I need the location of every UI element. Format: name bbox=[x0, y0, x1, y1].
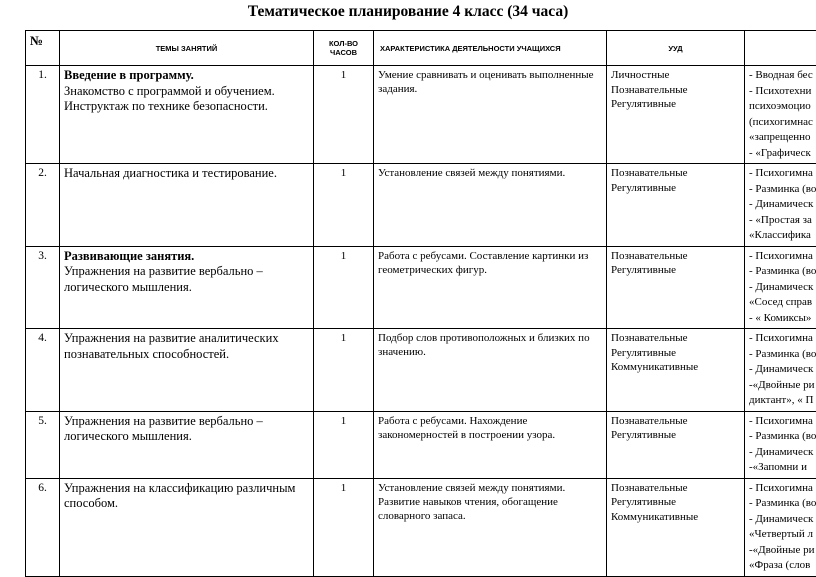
row-uud bbox=[607, 246, 745, 329]
uud-item: Регулятивные bbox=[611, 97, 740, 112]
activity-item: «Классифика bbox=[749, 228, 816, 244]
table-row bbox=[26, 164, 816, 247]
uud-item: Регулятивные bbox=[611, 346, 740, 361]
row-uud bbox=[607, 411, 745, 478]
activity-item: - Динамическ bbox=[749, 197, 816, 213]
row-uud bbox=[607, 164, 745, 247]
uud-item: Познавательные bbox=[611, 166, 740, 181]
row-uud bbox=[607, 478, 745, 576]
uud-item: Регулятивные bbox=[611, 181, 740, 196]
uud-item: Регулятивные bbox=[611, 428, 740, 443]
topic-text: Упражнения на развитие аналитических познавательных способностей. bbox=[64, 331, 279, 361]
activity-item: -«Двойные ри bbox=[749, 378, 816, 394]
activity-item: - «Простая за bbox=[749, 213, 816, 229]
row-activities bbox=[745, 411, 816, 478]
activity-item: (психогимнас bbox=[749, 115, 816, 131]
table-row bbox=[26, 329, 816, 412]
topic-text: Знакомство с программой и обучением. Инструктаж по технике безопасности. bbox=[64, 84, 275, 114]
table-row bbox=[26, 478, 816, 576]
row-topic bbox=[60, 66, 314, 164]
activity-item: - Вводная бес bbox=[749, 68, 816, 84]
activity-item: - Динамическ bbox=[749, 445, 816, 461]
row-hours: 1 bbox=[314, 66, 374, 164]
topic-text: Упражнения на развитие вербально – логического мышления. bbox=[64, 264, 263, 294]
activity-item: - Динамическ bbox=[749, 280, 816, 296]
activity-item: «Сосед справ bbox=[749, 295, 816, 311]
header-row bbox=[26, 31, 816, 66]
row-activities bbox=[745, 164, 816, 247]
activity-item: - Психогимна bbox=[749, 331, 816, 347]
planning-table bbox=[25, 30, 816, 577]
topic-text: Упражнения на развитие вербально – логического мышления. bbox=[64, 414, 263, 444]
page-title: Тематическое планирование 4 класс (34 часа) bbox=[0, 3, 816, 21]
uud-item: Познавательные bbox=[611, 414, 740, 429]
activity-item: - Разминка (во bbox=[749, 429, 816, 445]
activity-item: - Психогимна bbox=[749, 249, 816, 265]
row-characteristic: Установление связей между понятиями. bbox=[374, 164, 607, 247]
row-topic bbox=[60, 411, 314, 478]
activity-item: -«Запомни и bbox=[749, 460, 816, 476]
activity-item: «Четвертый л bbox=[749, 527, 816, 543]
uud-item: Познавательные bbox=[611, 83, 740, 98]
topic-text: Упражнения на классификацию различным способом. bbox=[64, 481, 295, 511]
activity-item: - Динамическ bbox=[749, 362, 816, 378]
table-row bbox=[26, 411, 816, 478]
activity-item: - Психогимна bbox=[749, 481, 816, 497]
row-characteristic: Работа с ребусами. Составление картинки из геометрических фигур. bbox=[374, 246, 607, 329]
row-hours: 1 bbox=[314, 329, 374, 412]
activity-item: - Психогимна bbox=[749, 166, 816, 182]
uud-item: Регулятивные bbox=[611, 263, 740, 278]
header-characteristic: ХАРАКТЕРИСТИКА ДЕЯТЕЛЬНОСТИ УЧАЩИХСЯ bbox=[374, 31, 607, 66]
row-topic bbox=[60, 478, 314, 576]
row-hours: 1 bbox=[314, 246, 374, 329]
uud-item: Познавательные bbox=[611, 331, 740, 346]
activity-item: - Психогимна bbox=[749, 414, 816, 430]
activity-item: - Разминка (во bbox=[749, 347, 816, 363]
activity-item: - «Графическ bbox=[749, 146, 816, 162]
activity-item: - Разминка (во bbox=[749, 496, 816, 512]
table-row bbox=[26, 246, 816, 329]
row-topic bbox=[60, 164, 314, 247]
activity-item: - Психотехни bbox=[749, 84, 816, 100]
row-hours: 1 bbox=[314, 164, 374, 247]
row-activities bbox=[745, 66, 816, 164]
row-characteristic: Подбор слов противоположных и близких по значению. bbox=[374, 329, 607, 412]
table-row bbox=[26, 66, 816, 164]
activity-item: диктант», « П bbox=[749, 393, 816, 409]
topic-text: Начальная диагностика и тестирование. bbox=[64, 166, 277, 180]
activity-item: - Динамическ bbox=[749, 512, 816, 528]
row-number: 6. bbox=[26, 478, 60, 576]
row-hours: 1 bbox=[314, 411, 374, 478]
row-hours: 1 bbox=[314, 478, 374, 576]
row-number: 1. bbox=[26, 66, 60, 164]
row-number: 3. bbox=[26, 246, 60, 329]
header-num: № bbox=[26, 31, 60, 66]
activity-item: - Разминка (во bbox=[749, 264, 816, 280]
row-activities bbox=[745, 329, 816, 412]
row-characteristic: Умение сравнивать и оценивать выполненные задания. bbox=[374, 66, 607, 164]
topic-heading: Развивающие занятия. bbox=[64, 249, 309, 265]
activity-item: - Разминка (во bbox=[749, 182, 816, 198]
row-number: 2. bbox=[26, 164, 60, 247]
topic-heading: Введение в программу. bbox=[64, 68, 309, 84]
activity-item: - « Комиксы» bbox=[749, 311, 816, 327]
activity-item: психоэмоцио bbox=[749, 99, 816, 115]
uud-item: Коммуникативные bbox=[611, 360, 740, 375]
row-characteristic: Работа с ребусами. Нахождение закономерностей в построении узора. bbox=[374, 411, 607, 478]
row-topic bbox=[60, 246, 314, 329]
uud-item: Регулятивные bbox=[611, 495, 740, 510]
row-number: 5. bbox=[26, 411, 60, 478]
activity-item: «Фраза (слов bbox=[749, 558, 816, 574]
row-uud bbox=[607, 66, 745, 164]
row-number: 4. bbox=[26, 329, 60, 412]
uud-item: Познавательные bbox=[611, 481, 740, 496]
row-activities bbox=[745, 246, 816, 329]
uud-item: Коммуникативные bbox=[611, 510, 740, 525]
uud-item: Познавательные bbox=[611, 249, 740, 264]
row-uud bbox=[607, 329, 745, 412]
header-topics: ТЕМЫ ЗАНЯТИЙ bbox=[60, 31, 314, 66]
row-activities bbox=[745, 478, 816, 576]
row-topic bbox=[60, 329, 314, 412]
activity-item: -«Двойные ри bbox=[749, 543, 816, 559]
header-extra bbox=[745, 31, 816, 66]
header-uud: УУД bbox=[607, 31, 745, 66]
uud-item: Личностные bbox=[611, 68, 740, 83]
row-characteristic: Установление связей между понятиями. Развитие навыков чтения, обогащение словарного запаса. bbox=[374, 478, 607, 576]
header-hours: КОЛ-ВО ЧАСОВ bbox=[314, 31, 374, 66]
activity-item: «запрещенно bbox=[749, 130, 816, 146]
